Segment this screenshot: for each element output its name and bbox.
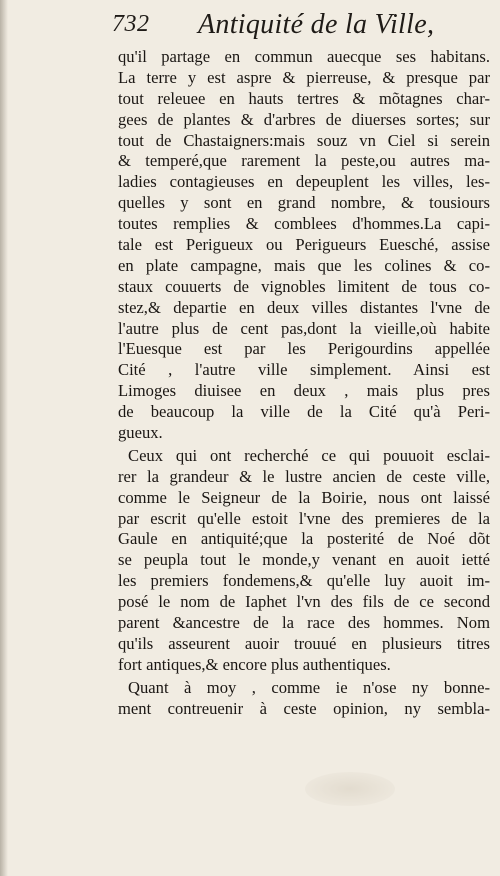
paragraph-1 [118, 47, 490, 444]
text-line: fort antiques,& encore plus authentiques. [118, 654, 391, 674]
text-line: l'Euesque est par les Perigourdins appellée [118, 339, 490, 359]
text-line: se peupla tout le monde,y venant en auoit ietté [118, 550, 490, 570]
text-line: gees de plantes & d'arbres de diuerses sortes; sur [118, 109, 490, 129]
text-line: ment contreuenir à ceste opinion, ny sembla- [118, 698, 490, 718]
body-text [118, 47, 490, 720]
text-line: tout de Chastaigners:mais souz vn Ciel si serein [118, 130, 490, 150]
text-line: Quant à moy , comme ie n'ose ny bonne- [128, 677, 490, 697]
page-gutter-shadow [0, 0, 8, 876]
text-line: parent &ancestre de la race des hommes. Nom [118, 613, 490, 633]
text-line: tout releuee en hauts tertres & mõtagnes char- [118, 88, 490, 108]
text-line: tale est Perigueux ou Perigueurs Euesché, assise [118, 235, 490, 255]
text-line: rer la grandeur & le lustre ancien de ceste ville, [118, 466, 490, 486]
text-line: posé le nom de Iaphet l'vn des fils de ce second [118, 592, 490, 612]
running-title: Antiquité de la Ville, [198, 9, 435, 40]
text-line: en plate campagne, mais que les colines & co- [118, 255, 490, 275]
text-line: qu'il partage en commun auecque ses habitans. [118, 47, 490, 66]
text-line: staux couuerts de vignobles limitent de tous co- [118, 276, 490, 296]
text-line: de beaucoup la ville de la Cité qu'à Peri- [118, 402, 490, 422]
text-line: comme le Seigneur de la Boirie, nous ont laissé [118, 487, 490, 507]
text-line: quelles y sont en grand nombre, & tousiours [118, 193, 490, 213]
text-line: qu'ils asseurent auoir trouué en plusieurs titres [118, 633, 490, 653]
text-line: les premiers fondemens,& qu'elle luy auoit im- [118, 571, 490, 591]
text-line: Cité , l'autre ville simplement. Ainsi est [118, 360, 490, 380]
text-line: Ceux qui ont recherché ce qui pouuoit esclai- [128, 445, 490, 465]
text-line: Gaule en antiquité;que la posterité de Noé dõt [118, 529, 490, 549]
paper-stain [305, 772, 395, 806]
text-line: stez,& departie en deux villes distantes l'vne de [118, 297, 490, 317]
text-line: toutes remplies & comblees d'hommes.La capi- [118, 214, 490, 234]
page-number: 732 [112, 11, 150, 37]
text-line: La terre y est aspre & pierreuse, & presque par [118, 67, 490, 87]
text-line: Limoges diuisee en deux , mais plus pres [118, 381, 490, 401]
text-line: & temperé,que rarement la peste,ou autres ma- [118, 151, 490, 171]
paragraph-3 [118, 678, 490, 720]
text-line: ladies contagieuses en depeuplent les villes, les- [118, 172, 490, 192]
text-line: gueux. [118, 423, 163, 443]
paragraph-2 [118, 446, 490, 676]
text-line: l'autre plus de cent pas,dont la vieille,où habite [118, 318, 490, 338]
page-header [112, 9, 482, 45]
text-line: par escrit qu'elle estoit l'vne des premieres de la [118, 508, 490, 528]
